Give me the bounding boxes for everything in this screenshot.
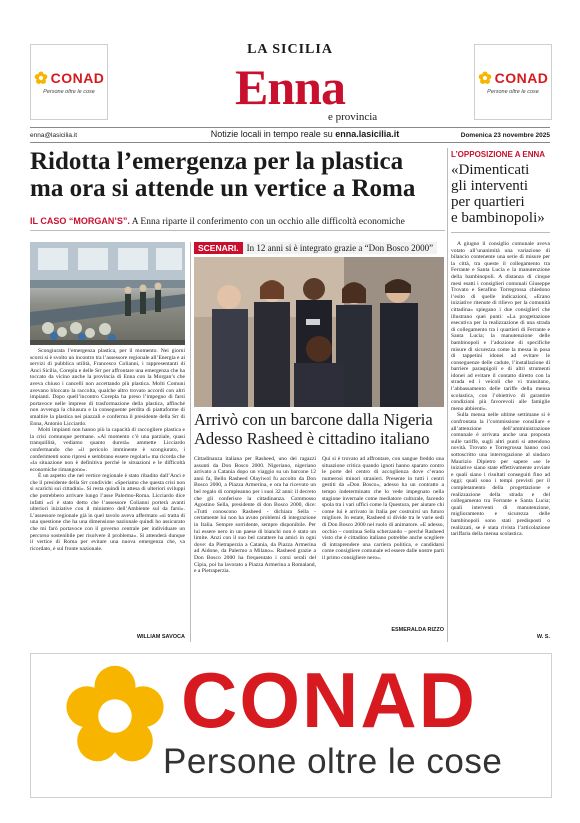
plastic-plant-illustration	[30, 242, 185, 345]
conad-banner-tagline: Persone oltre le cose	[163, 742, 503, 781]
sidebar-kicker: L’OPPOSIZIONE A ENNA	[451, 150, 546, 159]
ad-conad-right[interactable]	[474, 44, 552, 120]
conad-flower-icon	[478, 71, 492, 85]
ad-conad-left[interactable]	[30, 44, 108, 120]
conad-flower-icon	[34, 71, 48, 85]
conad-logo-text: CONAD	[50, 69, 105, 86]
lead-headline: Ridotta l’emergenza per la plastica ma ora si attende un vertice a Roma	[30, 148, 416, 202]
scenari-body-col-2: Qui si è trovato ad affrontare, con sangue freddo una situazione critica quando ignoti hanno sparato contro le porte del centro di accoglienza dove c’erano numerosi minori stranieri. Presente in tutti i centri gestiti da «Don Bosco», adesso ha un contratto a tempo indeterminato che lo vede impegnato nella stagione invernale come mediatore culturale, facendo spola tra i vari uffici come la Questura, per aiutare chi come lui è arrivato in Italia per costruirsi un futuro migliore. In estate, Rasheed si divide tra le varie sedi di Don Bosco 2000 nel ruolo di animatore. «E adesso, occhio – continua Sella scherzando – perché Rasheed visto che è cittadino italiano potrebbe anche scegliere di intraprendere una carriera politica, e candidarsi come consigliere comunale ed essere dalle nostre parti il primo consigliere nero».	[322, 456, 444, 561]
ad-conad-banner[interactable]	[30, 653, 552, 798]
lead-subtitle: A Enna riparte il conferimento con un occhio alle difficoltà economiche	[129, 217, 405, 227]
lead-kicker: IL CASO “MORGAN’S”.	[30, 216, 130, 226]
plastic-plant-photo	[30, 242, 185, 345]
lead-byline: WILLIAM SAVOCA	[136, 634, 185, 640]
lead-rule	[30, 230, 445, 231]
info-rule	[30, 142, 550, 143]
site-link[interactable]: enna.lasicilia.it	[335, 129, 400, 139]
city-title: Enna	[235, 59, 345, 115]
sidebar-body: A giugno il consiglio comunale aveva votato all’unanimità una variazione di bilancio contenente una serie di misure per la città, tra queste il collegamento tra Ferrante e Santa Lucia e la manutenzione della bambinopoli. A distanza di cinque mesi esatti i consiglieri comunali Giuseppe Trovato e Serafino Torregrossa chiedono l’esito di quelle indicazioni, «Erano iniziative ritenute di rilievo per la comunità cittadina» spiegano i due consiglieri che illustrano quei punti: «La progettazione esecutiva per la realizzazione di una strada di collegamento tra i quartieri di Ferrante e Santa Lucia; la manutenzione delle bambinopoli e l’adozione di specifiche misure di sicurezza come la messa in posa di tappetini idonei ad evitare le conseguenze delle cadute, l’installazione di barriere paraspigoli e di altri strumenti idonei ad evitare il contatto diretto con la strada ed i veicoli che vi transitano, l’abbassamento delle tariffe della mensa scolastica, con l’obiettivo di garantire condizioni più favorevoli alle famiglie meno abbienti». Sulla mensa nelle ultime settimane si è confrontata la l’commissione consiliare e all’attenzione dell’amministrazione comunale è arrivata anche una proposta sulle tariffe, sugli altri punti si attendono novità. Trovato e Torregrossa hanno così sottoscritto una interrogazione al sindaco Maurizio Dipietro per sapere «se le iniziative siano state effettivamente avviate e quali siano i risultati conseguiti fino ad oggi; quali sono i tempi previsti per il completamento della progettazione e realizzazione della strada e del collegamento tra Ferrante e Santa Lucia; quali interventi di manutenzione, miglioramento e sicurezza delle bambinopoli sono stati predisposti o realizzati, se è stata rivista l’articolazione tariffaria della mensa scolastica.	[451, 241, 550, 538]
sidebar-divider	[447, 148, 448, 642]
province-label: e provincia	[328, 111, 378, 123]
email-link[interactable]: enna@lasicilia.it	[30, 132, 78, 139]
conad-tagline: Persone oltre le cose	[487, 88, 539, 95]
paper-name: LA SICILIA	[247, 42, 333, 57]
conad-banner-text: CONAD	[181, 656, 477, 744]
sidebar-headline: «Dimenticati gli interventi per quartieri e bambinopoli»	[451, 162, 545, 226]
scenari-header	[194, 242, 444, 254]
group-photo-illustration	[194, 257, 444, 407]
issue-date: Domenica 23 novembre 2025	[460, 132, 550, 139]
conad-flower-large-icon	[61, 662, 169, 770]
conad-tagline: Persone oltre le cose	[43, 88, 95, 95]
top-rule	[30, 127, 550, 128]
sidebar-rule	[451, 232, 550, 233]
lead-body: Scongiurata l’emergenza plastica, per il momento. Nei giorni scorsi si è svolto un incontro tra l’assessore regionale all’Energia e ai servizi di pubblica utilità, Francesco Colianni, i rappresentanti di Anci Sicilia, Coreplа e delle Srr per affrontare una emergenza che ha toccato da vicino anche la provincia di Enna con la Morgan’s che aveva chiuso i cancelli non accettando più plastica. Molti Comuni avevano bloccato la raccolta, qualche altro trovato accordi con altri impianti. Dopo quell’incontro Coreplа ha preso l’impegno di farsi portavoce nelle imprese di trasformazione della plastica, affinché non avvenga la chiusura e la conseguente perdita di piattaforme di smaltire la plastica nei piazzali e conferma il presidente della Srr di Enna, Antonio Licciardo. Molti impianti non hanno più la capacità di raccogliere plastica e la crisi comunque permane. «Al momento c’è una parziale, quasi tranquillità, vediamo quanto durerà» ammette Licciardo confermando che «il pericolo imminente è scongiurato, i conferimenti sono ripresi e sembrano essere regolari» ma ricorda che «la situazione non è definitiva perché le situazioni e le difficoltà economiche rimangono». È un aspetto che nel vertice regionale è stato ribadito dall’Anci e che il presidente della Srr condivide: «Speriamo che questa crisi non si scarichi sui cittadini». Si resta quindi in attesa di ulteriori sviluppi che potrebbero arrivare lungo l’asse Palermo-Roma. Licciardo dice infatti «ci è stato detto che l’assessore Colianni porterà avanti ulteriori iniziative con il ministero dell’Ambiente sul da farsi». L’assessore regionale già in quel tavolo aveva affermato «si tratta di una questione che ha una dimensione nazionale quindi ho assicurato che mi farò portavoce con il governo centrale per individuare un percorso sostenibile per risolvere il problema». Si attenderà dunque il vertice di Roma per evitare una nuova emergenza che, va ricordato, è sul fronte nazionale.	[30, 348, 185, 552]
scenari-title: In 12 anni si è integrato grazie a “Don Bosco 2000”	[243, 242, 437, 254]
column-divider	[190, 242, 191, 642]
scenari-tag: SCENARI.	[194, 242, 243, 254]
scenari-byline: ESMERALDA RIZZO	[391, 627, 444, 633]
scenari-headline: Arrivò con un barcone dalla Nigeria Adesso Rasheed è cittadino italiano	[194, 410, 433, 448]
scenari-body-col-1: Cittadinanza italiana per Rasheed, uno dei ragazzi assunti da Don Bosco 2000. Nigeriano, nigeriano arrivato a Catania dopo un viaggio su un barcone 12 anni fa, Bello Rasheed Olayiwol fu accolto da Don Bosco 2000, a Piazza Armerina, e ora ha ricevuto un bel regalo di compleanno per i suoi 32 anni: il decreto che gli conferisce la cittadinanza. Commosso Agostino Sella, presidente di don Bosco 2000, dice: «Tutti conoscono Rasheed - dichiara Sella - certamente lui non ha avuto problemi di integrazione in Italia. Sempre sorridente, sempre disponibile. Per lui essere nero in un paese di bianchi non è stato un limite. Anzi con il suo bel carattere ha amici in ogni dove: da Pietraperzia a Catania, da Piazza Armerina ad Aidone, da Palermo a Milano». Rasheed grazie a Don Bosco 2000 ha frequentato i corsi serali del Cipia, poi ha lavorato a Piazza Armerina a Romaland, e a Pietraperzia.	[194, 456, 316, 575]
sidebar-byline: W. S.	[536, 634, 550, 640]
rasheed-group-photo	[194, 257, 444, 407]
lead-subtitle-row	[30, 211, 445, 229]
conad-logo-text: CONAD	[494, 69, 549, 86]
site-tagline: Notizie locali in tempo reale su enna.lasicilia.it	[210, 129, 400, 139]
